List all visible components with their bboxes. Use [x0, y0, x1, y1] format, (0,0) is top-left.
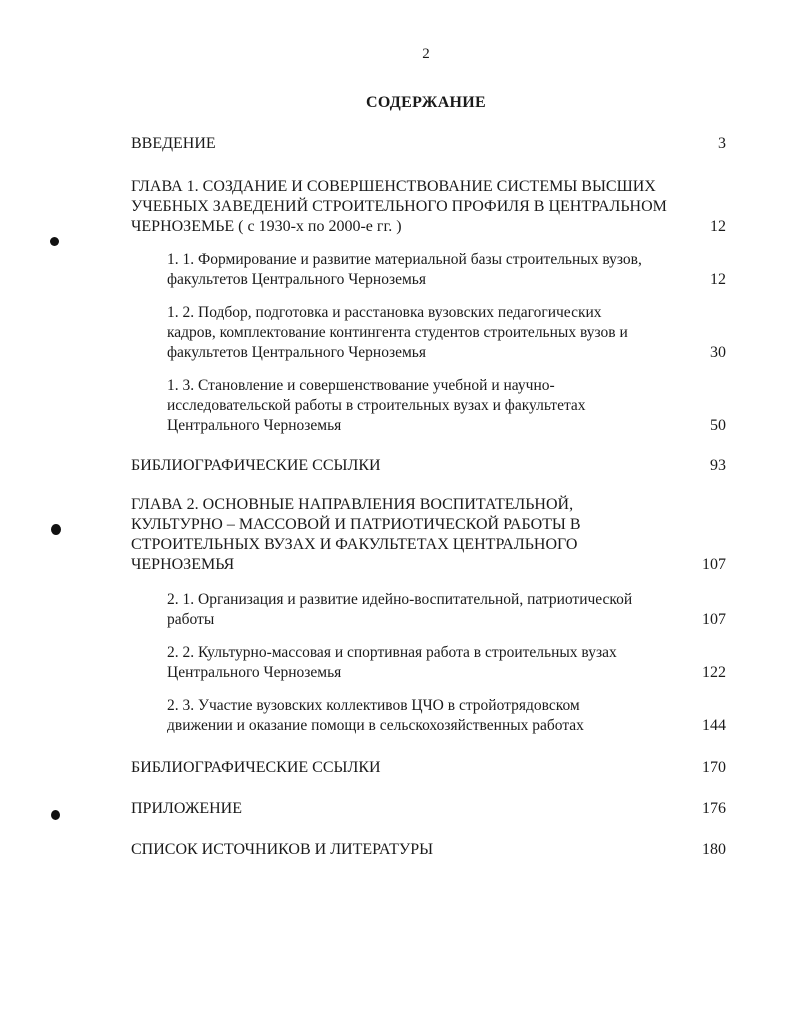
toc-entry-references-2 — [131, 758, 726, 778]
toc-entry-text-line: ЧЕРНОЗЕМЬЕ ( с 1930-х по 2000-е гг. ) — [131, 218, 402, 235]
toc-entry-text-line: факультетов Центрального Черноземья — [167, 271, 426, 288]
toc-entry-introduction — [131, 134, 726, 154]
toc-entry-text-line: Центрального Черноземья — [167, 664, 342, 681]
punch-hole-middle — [51, 524, 61, 535]
toc-page-number: 93 — [710, 457, 726, 474]
toc-entry-section-2-2 — [167, 643, 726, 683]
toc-entry-references-1 — [131, 456, 726, 476]
toc-entry-chapter-2 — [131, 495, 726, 575]
toc-entry-text-line: СТРОИТЕЛЬНЫХ ВУЗАХ И ФАКУЛЬТЕТАХ ЦЕНТРАЛЬНОГО — [131, 536, 578, 553]
toc-entry-text-line: кадров, комплектование контингента студентов строительных вузов и — [167, 324, 628, 341]
toc-entry-text-line: 2. 3. Участие вузовских коллективов ЦЧО в стройотрядовском — [167, 697, 580, 714]
toc-page-number: 180 — [702, 841, 726, 858]
toc-entry-chapter-1 — [131, 177, 726, 237]
toc-entry-text-line: Центрального Черноземья — [167, 417, 342, 434]
toc-entry-section-2-1 — [167, 590, 726, 630]
toc-entry-text-line: 1. 3. Становление и совершенствование учебной и научно- — [167, 377, 555, 394]
toc-page-number: 12 — [710, 271, 726, 288]
toc-page-number: 107 — [702, 611, 726, 628]
toc-entry-text-line: движении и оказание помощи в сельскохозяйственных работах — [167, 717, 584, 734]
toc-entry-text-line: 1. 2. Подбор, подготовка и расстановка вузовских педагогических — [167, 304, 602, 321]
toc-page-number: 50 — [710, 417, 726, 434]
toc-entry-text-line: БИБЛИОГРАФИЧЕСКИЕ ССЫЛКИ — [131, 759, 381, 776]
punch-hole-top — [50, 237, 59, 246]
toc-entry-sources — [131, 840, 726, 860]
toc-title: СОДЕРЖАНИЕ — [365, 94, 487, 111]
toc-entry-appendix — [131, 799, 726, 819]
toc-entry-text-line: ГЛАВА 2. ОСНОВНЫЕ НАПРАВЛЕНИЯ ВОСПИТАТЕЛЬНОЙ, — [131, 496, 574, 513]
toc-entry-section-1-3 — [167, 376, 726, 436]
toc-entry-text-line: ПРИЛОЖЕНИЕ — [131, 800, 243, 817]
toc-entry-text-line: ГЛАВА 1. СОЗДАНИЕ И СОВЕРШЕНСТВОВАНИЕ СИСТЕМЫ ВЫСШИХ — [131, 178, 656, 195]
toc-page-number: 170 — [702, 759, 726, 776]
punch-hole-bottom — [51, 810, 60, 820]
toc-page-number: 144 — [702, 717, 726, 734]
toc-entry-section-1-2 — [167, 303, 726, 363]
toc-page-number: 30 — [710, 344, 726, 361]
toc-page-number: 3 — [718, 135, 726, 152]
toc-entry-text-line: СПИСОК ИСТОЧНИКОВ И ЛИТЕРАТУРЫ — [131, 841, 434, 858]
toc-entry-text-line: ВВЕДЕНИЕ — [131, 135, 216, 152]
page-number: 2 — [422, 46, 430, 62]
toc-page-number: 12 — [710, 218, 726, 235]
toc-entry-text-line: работы — [167, 611, 215, 628]
toc-entry-text-line: факультетов Центрального Черноземья — [167, 344, 426, 361]
toc-page-number: 176 — [702, 800, 726, 817]
toc-entry-text-line: исследовательской работы в строительных вузах и факультетах — [167, 397, 586, 414]
toc-entry-text-line: УЧЕБНЫХ ЗАВЕДЕНИЙ СТРОИТЕЛЬНОГО ПРОФИЛЯ В ЦЕНТРАЛЬНОМ — [131, 198, 667, 215]
toc-entry-text-line: КУЛЬТУРНО – МАССОВОЙ И ПАТРИОТИЧЕСКОЙ РАБОТЫ В — [131, 516, 581, 533]
toc-entry-section-1-1 — [167, 250, 726, 290]
toc-entry-text-line: 2. 1. Организация и развитие идейно-воспитательной, патриотической — [167, 591, 633, 608]
toc-entry-text-line: ЧЕРНОЗЕМЬЯ — [131, 556, 235, 573]
toc-entry-text-line: 2. 2. Культурно-массовая и спортивная работа в строительных вузах — [167, 644, 617, 661]
toc-page-number: 107 — [702, 556, 726, 573]
toc-page-number: 122 — [702, 664, 726, 681]
toc-entry-section-2-3 — [167, 696, 726, 736]
toc-entry-text-line: БИБЛИОГРАФИЧЕСКИЕ ССЫЛКИ — [131, 457, 381, 474]
toc-entry-text-line: 1. 1. Формирование и развитие материальной базы строительных вузов, — [167, 251, 642, 268]
